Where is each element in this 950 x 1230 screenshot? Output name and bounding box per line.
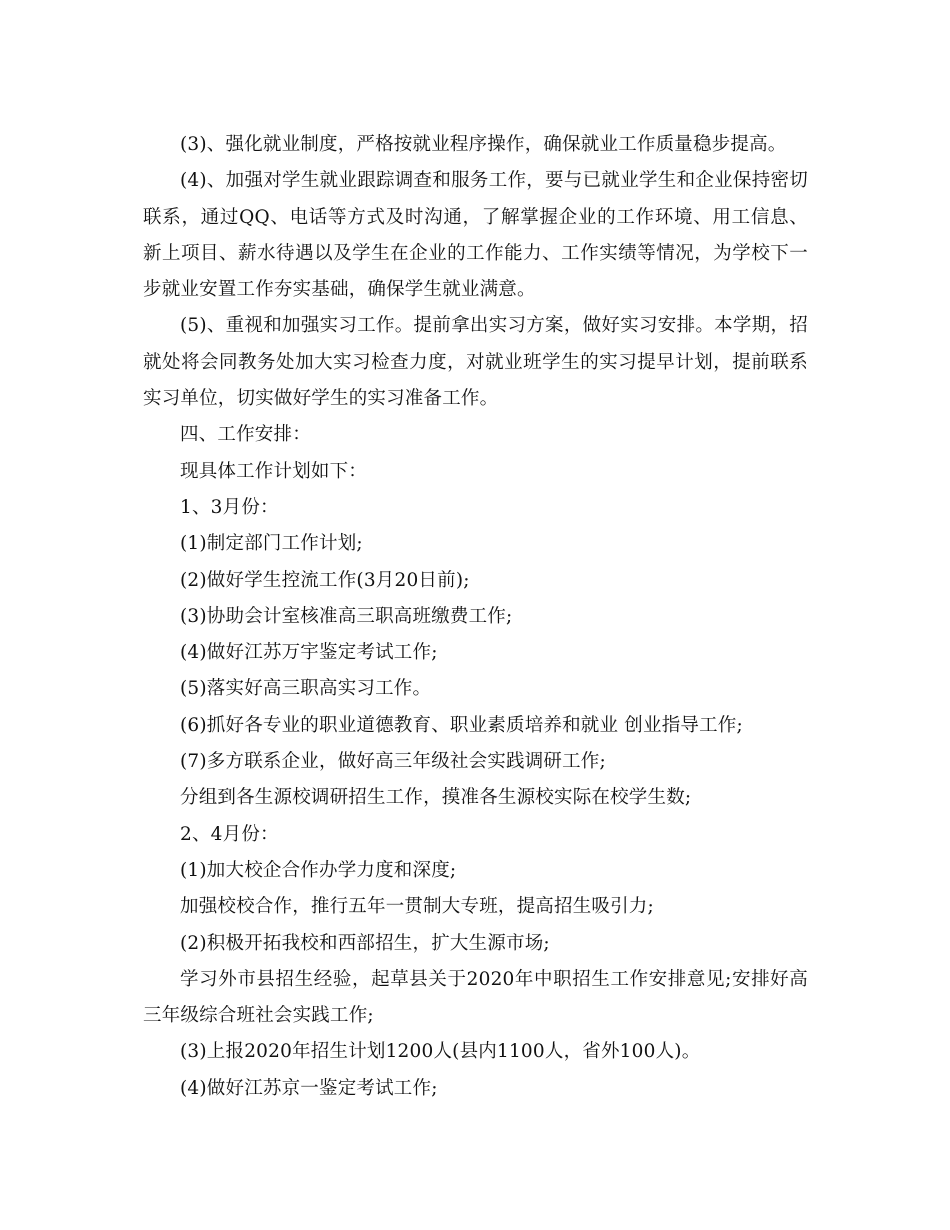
list-item-march-6: (6)抓好各专业的职业道德教育、职业素质培养和就业 创业指导工作; (180, 714, 743, 736)
list-item-april-4: (4)做好江苏京一鉴定考试工作; (180, 1077, 438, 1099)
paragraph-april-recruitment-experience: 学习外市县招生经验，起草县关于2020年中职招生工作安排意见;安排好高三年级综合班社会实践工作; (143, 968, 808, 1027)
paragraph-item-5-internship: (5)、重视和加强实习工作。提前拿出实习方案，做好实习安排。本学期，招就处将会同教务处加大实习检查力度，对就业班学生的实习提早计划，提前联系实习单位，切实做好学生的实习准备工作。 (143, 315, 808, 410)
list-item-march-2: (2)做好学生控流工作(3月20日前); (180, 569, 470, 591)
list-item-april-2: (2)积极开拓我校和西部招生，扩大生源市场; (180, 932, 550, 954)
paragraph-item-3-employment-system: (3)、强化就业制度，严格按就业程序操作，确保就业工作质量稳步提高。 (180, 134, 787, 155)
list-item-april-3: (3)上报2020年招生计划1200人(县内1100人，省外100人)。 (180, 1041, 701, 1063)
list-item-march-1: (1)制定部门工作计划; (180, 533, 363, 555)
paragraph-item-4-employment-tracking: (4)、加强对学生就业跟踪调查和服务工作，要与已就业学生和企业保持密切联系，通过QQ、电话等方式及时沟通，了解掌握企业的工作环境、用工信息、新上项目、薪水待遇以及学生在企业的工作能力、工作实绩等情况，为学校下一步就业安置工作夯实基础，确保学生就业满意。 (143, 170, 808, 301)
document-body (143, 127, 808, 1107)
month-heading-march: 1、3月份： (180, 496, 279, 518)
list-item-march-7: (7)多方联系企业，做好高三年级社会实践调研工作; (180, 751, 606, 773)
list-item-march-3: (3)协助会计室核准高三职高班缴费工作; (180, 605, 513, 627)
paragraph-plan-intro: 现具体工作计划如下： (180, 460, 368, 482)
paragraph-march-research: 分组到各生源校调研招生工作，摸准各生源校实际在校学生数; (180, 787, 692, 809)
list-item-april-1: (1)加大校企合作办学力度和深度; (180, 859, 457, 881)
paragraph-april-school-cooperation: 加强校校合作，推行五年一贯制大专班，提高招生吸引力; (180, 896, 654, 918)
month-heading-april: 2、4月份： (180, 823, 279, 845)
list-item-march-5: (5)落实好高三职高实习工作。 (180, 678, 432, 700)
section-heading-work-arrangement: 四、工作安排： (180, 424, 311, 446)
list-item-march-4: (4)做好江苏万宇鉴定考试工作; (180, 642, 438, 664)
